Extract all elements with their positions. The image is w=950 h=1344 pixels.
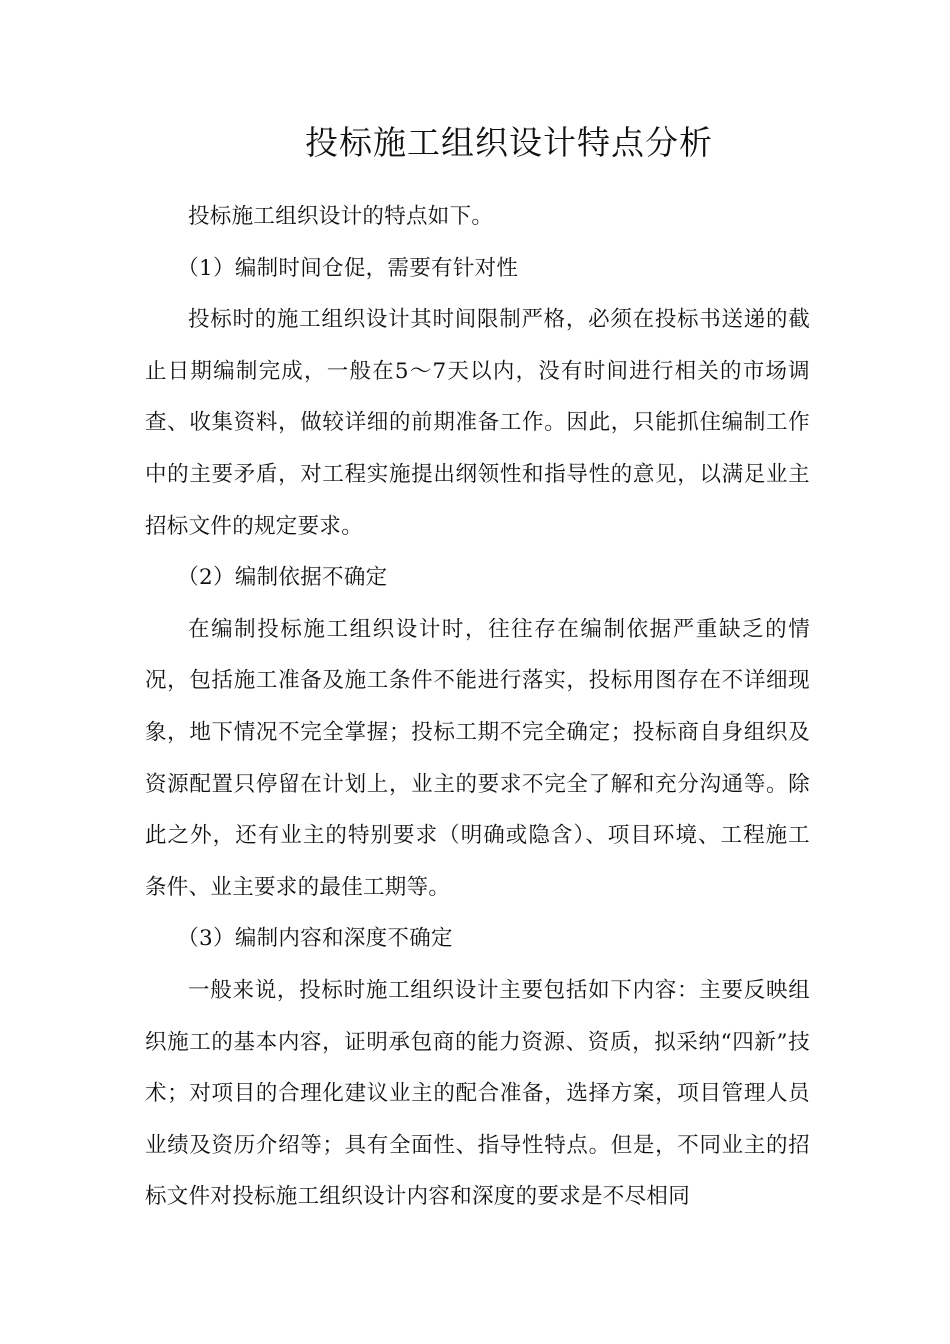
section-paragraph-3: 一般来说，投标时施工组织设计主要包括如下内容：主要反映组织施工的基本内容，证明承包商的能力资源、资质，拟采纳“四新”技术；对项目的合理化建议业主的配合准备，选择方案，项目管理人员业绩及资历介绍等；具有全面性、指导性特点。但是，不同业主的招标文件对投标施工组织设计内容和深度的要求是不尽相同 [145, 977, 810, 1210]
section-heading-1: （1）编制时间仓促，需要有针对性 [177, 255, 519, 281]
document-title: 投标施工组织设计特点分析 [305, 123, 713, 162]
intro-paragraph: 投标施工组织设计的特点如下。 [188, 204, 494, 229]
section-paragraph-2: 在编制投标施工组织设计时，往往存在编制依据严重缺乏的情况，包括施工准备及施工条件不能进行落实，投标用图存在不详细现象，地下情况不完全掌握；投标工期不完全确定；投标商自身组织及资源配置只停留在计划上，业主的要求不完全了解和充分沟通等。除此之外，还有业主的特别要求（明确或隐含）、项目环境、工程施工条件、业主要求的最佳工期等。 [145, 616, 810, 900]
section-paragraph-1: 投标时的施工组织设计其时间限制严格，必须在投标书送递的截止日期编制完成，一般在5～7天以内，没有时间进行相关的市场调查、收集资料，做较详细的前期准备工作。因此，只能抓住编制工作中的主要矛盾，对工程实施提出纲领性和指导性的意见，以满足业主招标文件的规定要求。 [145, 307, 810, 539]
section-heading-2: （2）编制依据不确定 [177, 565, 388, 591]
section-heading-3: （3）编制内容和深度不确定 [177, 926, 453, 952]
document-body [145, 191, 810, 1223]
